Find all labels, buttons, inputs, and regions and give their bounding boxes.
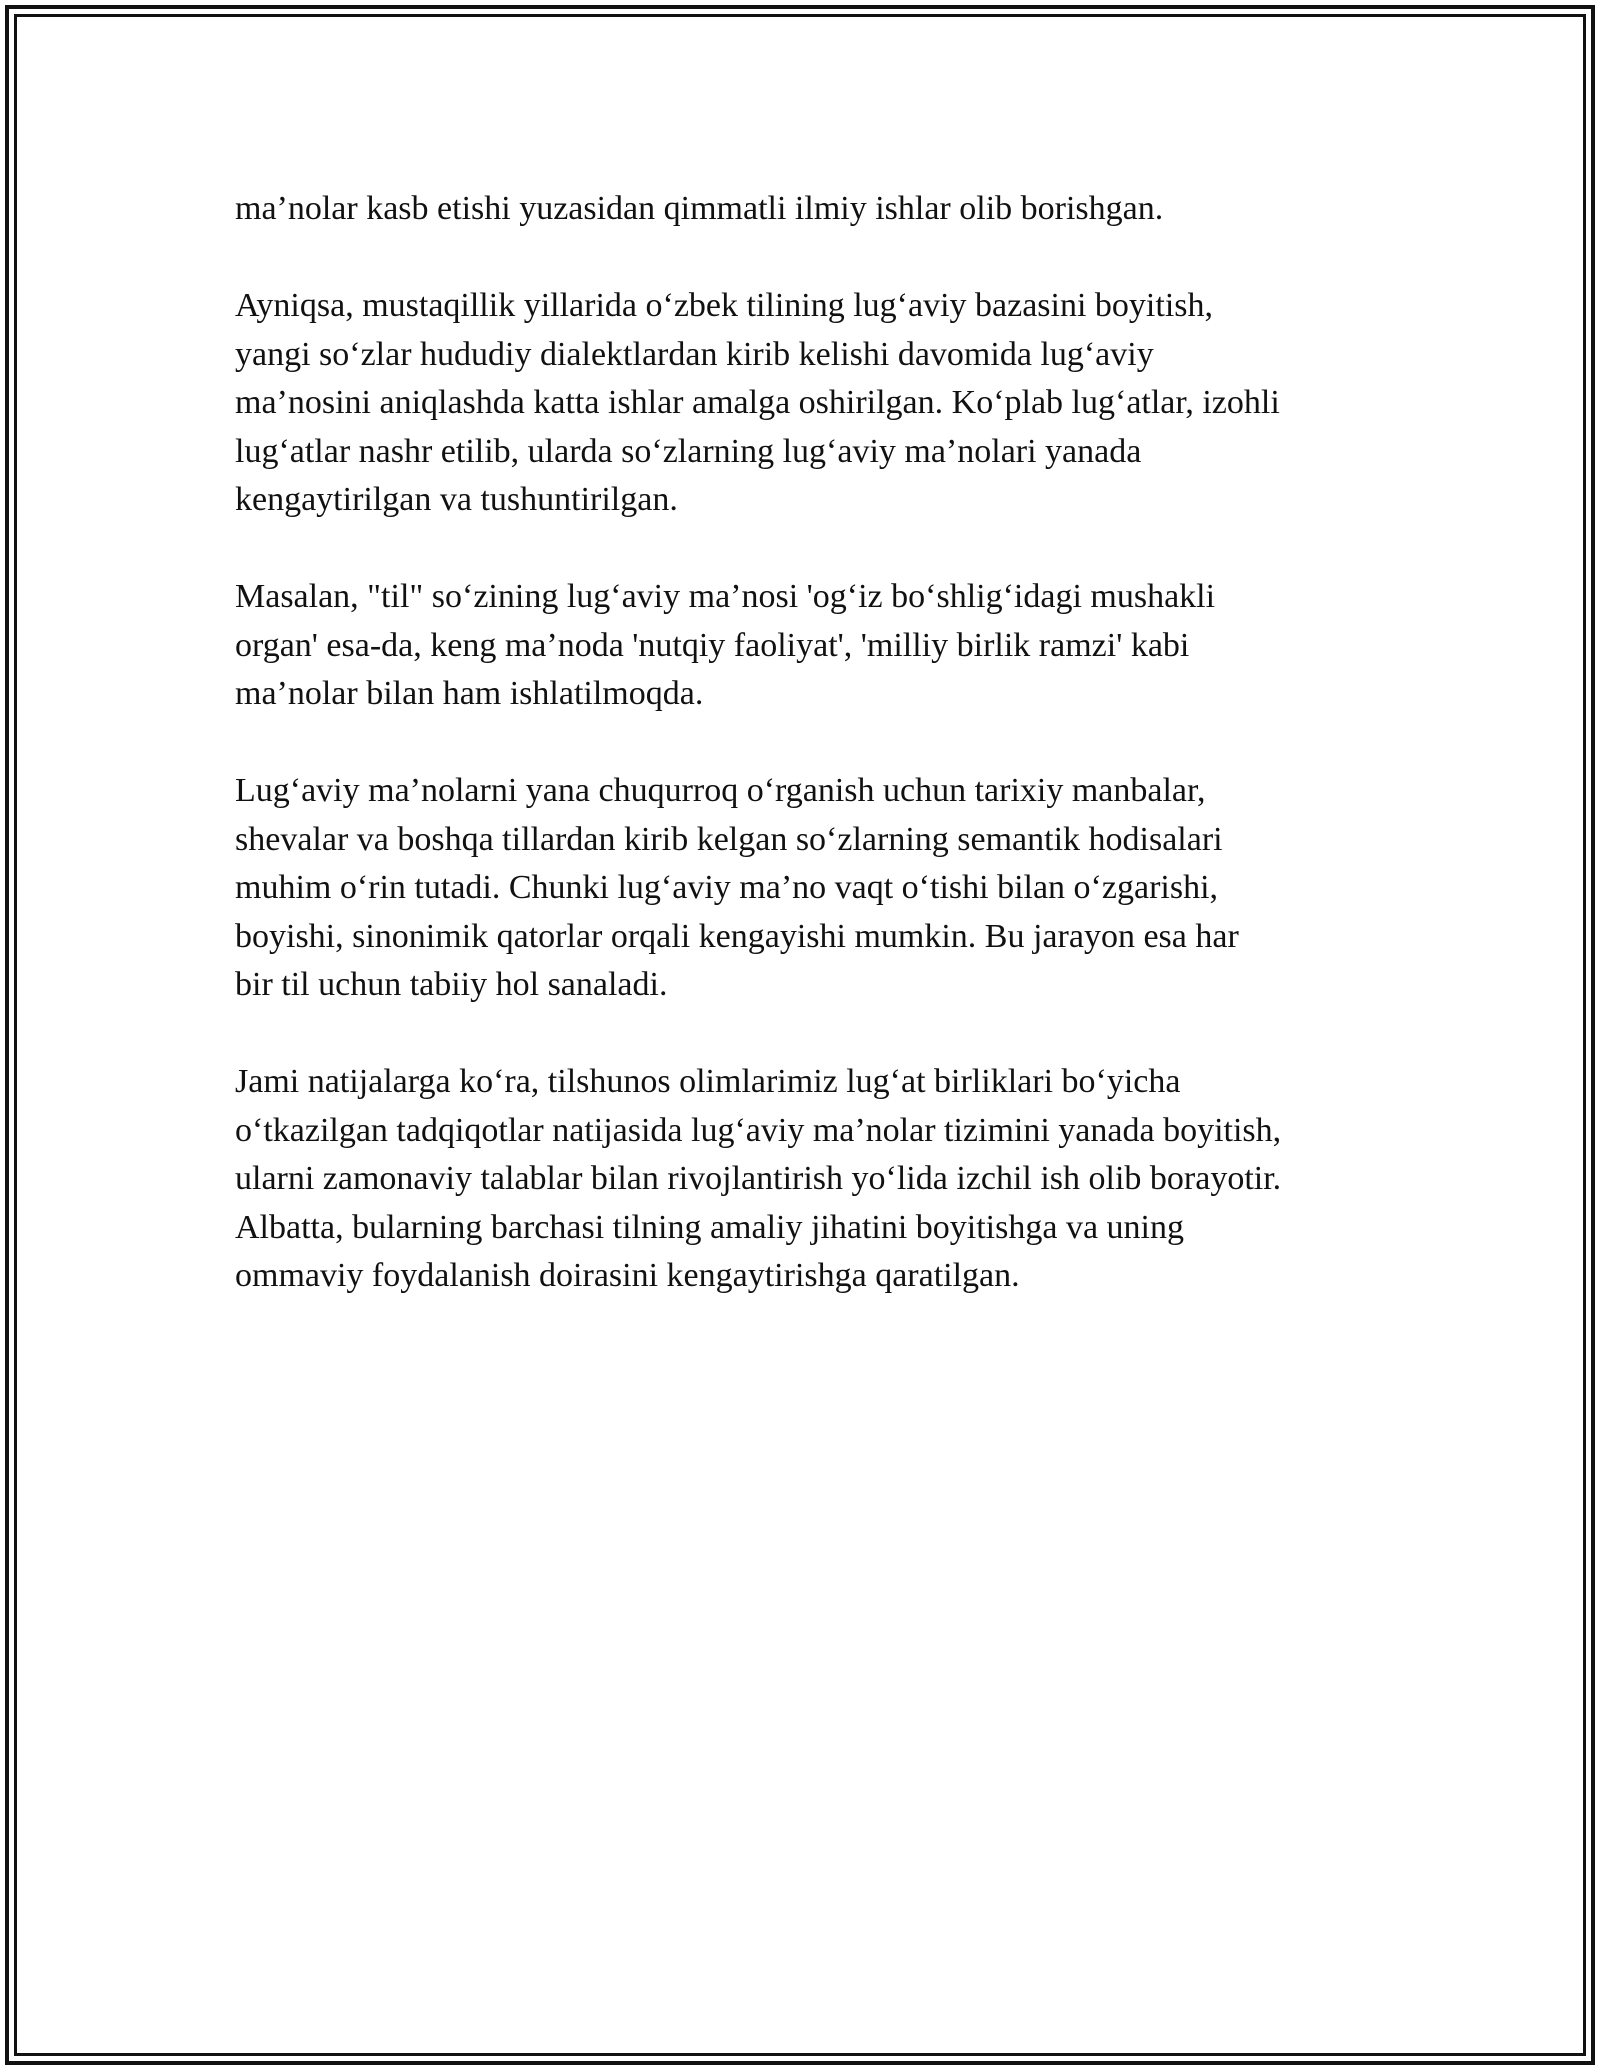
document-body — [235, 185, 1375, 1349]
paragraph-line: Lug‘aviy ma’nolarni yana chuqurroq o‘rganish uchun tarixiy manbalar, — [235, 772, 1206, 809]
paragraph-line: o‘tkazilgan tadqiqotlar natijasida lug‘aviy ma’nolar tizimini yanada boyitish, — [235, 1111, 1282, 1149]
paragraph-line: boyishi, sinonimik qatorlar orqali kengayishi mumkin. Bu jarayon esa har — [235, 917, 1239, 955]
paragraph-line: ommaviy foydalanish doirasini kengaytirishga qaratilgan. — [235, 1257, 1020, 1294]
paragraph-line: ma’nolar bilan ham ishlatilmoqda. — [235, 675, 704, 712]
paragraph-line: Ayniqsa, mustaqillik yillarida o‘zbek tilining lug‘aviy bazasini boyitish, — [235, 287, 1213, 324]
paragraph-line: kengaytirilgan va tushuntirilgan. — [235, 481, 678, 518]
paragraph-4 — [235, 767, 1375, 1010]
paragraph-line: bir til uchun tabiiy hol sanaladi. — [235, 966, 668, 1003]
paragraph-1 — [235, 185, 1375, 234]
paragraph-3 — [235, 573, 1375, 719]
paragraph-line: lug‘atlar nashr etilib, ularda so‘zlarning lug‘aviy ma’nolari yanada — [235, 432, 1142, 470]
paragraph-line: yangi so‘zlar hududiy dialektlardan kirib kelishi davomida lug‘aviy — [235, 335, 1154, 373]
paragraph-line: ularni zamonaviy talablar bilan rivojlantirish yo‘lida izchil ish olib borayotir. — [235, 1160, 1282, 1197]
paragraph-line: muhim o‘rin tutadi. Chunki lug‘aviy ma’no vaqt o‘tishi bilan o‘zgarishi, — [235, 869, 1219, 906]
paragraph-line: Masalan, "til" so‘zining lug‘aviy ma’nosi 'og‘iz bo‘shlig‘idagi mushakli — [235, 578, 1216, 615]
paragraph-line: Albatta, bularning barchasi tilning amaliy jihatini boyitishga va uning — [235, 1208, 1184, 1246]
paragraph-line: shevalar va boshqa tillardan kirib kelgan so‘zlarning semantik hodisalari — [235, 820, 1223, 858]
paragraph-line: organ' esa-da, keng ma’noda 'nutqiy faoliyat', 'milliy birlik ramzi' kabi — [235, 626, 1190, 664]
paragraph-line: Jami natijalarga ko‘ra, tilshunos olimlarimiz lug‘at birliklari bo‘yicha — [235, 1063, 1181, 1100]
paragraph-line: ma’nolar kasb etishi yuzasidan qimmatli ilmiy ishlar olib borishgan. — [235, 190, 1164, 227]
paragraph-line: ma’nosini aniqlashda katta ishlar amalga oshirilgan. Ko‘plab lug‘atlar, izohli — [235, 384, 1280, 421]
paragraph-2 — [235, 282, 1375, 525]
paragraph-5 — [235, 1058, 1375, 1301]
